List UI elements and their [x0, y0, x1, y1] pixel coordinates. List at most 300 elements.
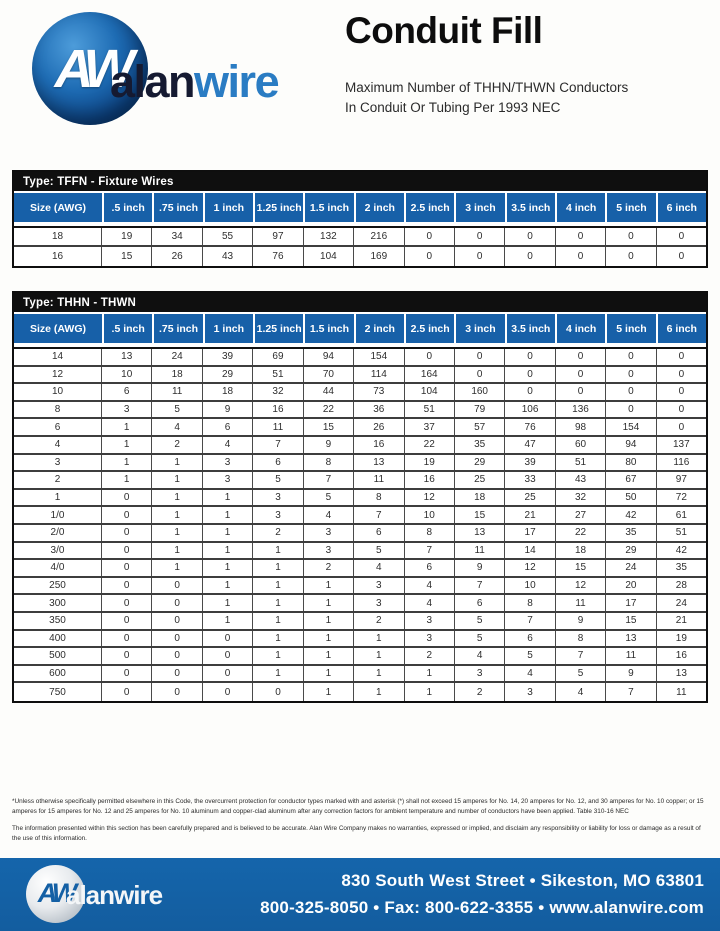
conductor-count-cell: 35: [455, 437, 505, 453]
table-row: [14, 472, 706, 490]
conductor-count-cell: 7: [606, 683, 656, 701]
conductor-count-cell: 1: [304, 666, 354, 682]
conductor-count-cell: 0: [678, 368, 685, 380]
size-awg-cell: 12: [14, 367, 102, 383]
conductor-count-cell: 11: [152, 384, 202, 400]
conductor-count-cell: 98: [556, 419, 606, 435]
conductor-count-cell: 4: [405, 595, 455, 611]
conductor-count-cell: 51: [405, 402, 455, 418]
conductor-count-cell: 21: [675, 615, 687, 627]
conductor-count-cell: 47: [505, 437, 555, 453]
size-awg-cell: 750: [14, 683, 102, 701]
conductor-count-cell: 1: [304, 648, 354, 664]
conductor-count-cell: 15: [455, 507, 505, 523]
conductor-count-cell: 3: [405, 613, 455, 629]
conductor-count-cell: 1: [152, 490, 202, 506]
conductor-count-cell: 3: [203, 455, 253, 471]
conductor-count-cell: 0: [203, 683, 253, 701]
conductor-count-cell: 94: [606, 437, 656, 453]
conductor-count-cell: 0: [678, 231, 685, 242]
conductor-count-cell: 73: [354, 384, 404, 400]
size-awg-cell: 4: [14, 437, 102, 453]
size-awg-cell: 2: [14, 472, 102, 488]
column-header: 2.5 inch: [406, 314, 454, 343]
conductor-count-cell: 0: [505, 349, 555, 365]
column-header: 2.5 inch: [406, 193, 454, 222]
column-header: 6 inch: [658, 193, 706, 222]
conductor-count-cell: 11: [354, 472, 404, 488]
column-header: 1.5 inch: [305, 314, 353, 343]
conductor-count-cell: 1: [203, 595, 253, 611]
conductor-count-cell: 9: [304, 437, 354, 453]
conductor-count-cell: 8: [505, 595, 555, 611]
conductor-count-cell: 1: [253, 595, 303, 611]
conductor-count-cell: 11: [253, 419, 303, 435]
conductor-count-cell: 132: [304, 228, 354, 245]
column-header: 1.25 inch: [255, 193, 303, 222]
conductor-count-cell: 0: [455, 349, 505, 365]
conductor-count-cell: 116: [673, 456, 690, 468]
conductor-count-cell: 7: [354, 507, 404, 523]
column-header: 4 inch: [557, 314, 605, 343]
conductor-count-cell: 17: [606, 595, 656, 611]
conductor-count-cell: 0: [405, 228, 455, 245]
conductor-count-cell: 0: [102, 525, 152, 541]
column-header: 6 inch: [658, 314, 706, 343]
conductor-count-cell: 28: [675, 580, 687, 592]
column-header: 1 inch: [205, 314, 253, 343]
conductor-count-cell: 0: [102, 507, 152, 523]
column-header: 2 inch: [356, 314, 404, 343]
table-row: [14, 349, 706, 367]
conductor-count-cell: 0: [405, 349, 455, 365]
conductor-count-cell: 0: [606, 384, 656, 400]
conductor-count-cell: 18: [455, 490, 505, 506]
conductor-count-cell: 0: [102, 613, 152, 629]
conductor-count-cell: 0: [102, 578, 152, 594]
conductor-count-cell: 1: [253, 648, 303, 664]
conductor-count-cell: 29: [606, 543, 656, 559]
conductor-count-cell: 3: [304, 525, 354, 541]
size-awg-cell: 300: [14, 595, 102, 611]
conductor-count-cell: 5: [304, 490, 354, 506]
conductor-count-cell: 2: [405, 648, 455, 664]
conductor-count-cell: 61: [675, 509, 687, 521]
table-row: [14, 560, 706, 578]
subtitle-line-2: In Conduit Or Tubing Per 1993 NEC: [345, 99, 561, 115]
conductor-count-cell: 216: [354, 228, 404, 245]
conductor-count-cell: 6: [455, 595, 505, 611]
conductor-count-cell: 24: [152, 349, 202, 365]
conductor-count-cell: 169: [354, 247, 404, 266]
conductor-count-cell: 1: [152, 560, 202, 576]
conductor-count-cell: 0: [102, 631, 152, 647]
size-awg-cell: 500: [14, 648, 102, 664]
conductor-count-cell: 5: [556, 666, 606, 682]
company-logo: [32, 10, 322, 135]
conductor-count-cell: 11: [676, 686, 687, 698]
conductor-count-cell: 3: [505, 683, 555, 701]
conductor-count-cell: 2: [304, 560, 354, 576]
conductor-count-cell: 7: [556, 648, 606, 664]
conductor-count-cell: 21: [505, 507, 555, 523]
table-row: [14, 631, 706, 649]
conductor-count-cell: 44: [304, 384, 354, 400]
footer-contact-line: 800-325-8050 • Fax: 800-622-3355 • www.alanwire.com: [260, 898, 704, 918]
conductor-count-cell: 0: [253, 683, 303, 701]
conductor-count-cell: 55: [203, 228, 253, 245]
conductor-count-cell: 1: [304, 631, 354, 647]
conductor-count-cell: 72: [675, 492, 687, 504]
conductor-count-cell: 1: [354, 631, 404, 647]
conductor-count-cell: 3: [253, 507, 303, 523]
conductor-count-cell: 0: [606, 349, 656, 365]
conductor-count-cell: 104: [304, 247, 354, 266]
size-awg-cell: 10: [14, 384, 102, 400]
conductor-count-cell: 7: [455, 578, 505, 594]
conductor-count-cell: 1: [304, 578, 354, 594]
conductor-count-cell: 0: [152, 683, 202, 701]
conductor-count-cell: 5: [354, 543, 404, 559]
conductor-count-cell: 35: [675, 562, 687, 574]
conductor-count-cell: 39: [505, 455, 555, 471]
conductor-count-cell: 3: [455, 666, 505, 682]
table-row: [14, 402, 706, 420]
conductor-count-cell: 1: [253, 578, 303, 594]
conductor-count-cell: 57: [455, 419, 505, 435]
column-header: 1 inch: [205, 193, 253, 222]
column-header: 3.5 inch: [507, 193, 555, 222]
conductor-count-cell: 1: [102, 472, 152, 488]
conductor-count-cell: 0: [203, 648, 253, 664]
conductor-count-cell: 1: [102, 455, 152, 471]
conductor-count-cell: 1: [354, 683, 404, 701]
conductor-count-cell: 0: [556, 247, 606, 266]
table-row: [14, 419, 706, 437]
conductor-count-cell: 0: [102, 543, 152, 559]
conductor-count-cell: 15: [606, 613, 656, 629]
conductor-count-cell: 3: [304, 543, 354, 559]
conductor-count-cell: 4: [203, 437, 253, 453]
table-body: [14, 226, 706, 266]
table-row: [14, 367, 706, 385]
conductor-count-cell: 13: [455, 525, 505, 541]
conductor-count-cell: 1: [354, 666, 404, 682]
conductor-count-cell: 164: [405, 367, 455, 383]
conductor-count-cell: 10: [102, 367, 152, 383]
logo-monogram: AW: [54, 39, 128, 99]
brand-name-blue: wire: [194, 56, 279, 107]
conductor-count-cell: 1: [203, 578, 253, 594]
conductor-count-cell: 22: [405, 437, 455, 453]
table-body: [14, 347, 706, 701]
column-header: 5 inch: [607, 314, 655, 343]
size-awg-cell: 400: [14, 631, 102, 647]
conductor-count-cell: 13: [606, 631, 656, 647]
footer-bar: [0, 858, 720, 931]
column-header: 3.5 inch: [507, 314, 555, 343]
conductor-count-cell: 1: [102, 419, 152, 435]
conductor-count-cell: 0: [556, 349, 606, 365]
table-row: [14, 437, 706, 455]
conductor-count-cell: 3: [102, 402, 152, 418]
conductor-count-cell: 1: [203, 490, 253, 506]
conductor-count-cell: 0: [505, 247, 555, 266]
conductor-count-cell: 22: [304, 402, 354, 418]
conductor-count-cell: 32: [253, 384, 303, 400]
conductor-count-cell: 8: [405, 525, 455, 541]
conductor-count-cell: 3: [203, 472, 253, 488]
column-header: 5 inch: [607, 193, 655, 222]
conductor-count-cell: 3: [253, 490, 303, 506]
conductor-count-cell: 0: [102, 490, 152, 506]
conductor-count-cell: 42: [606, 507, 656, 523]
conductor-count-cell: 1: [304, 683, 354, 701]
conductor-count-cell: 6: [354, 525, 404, 541]
column-header: Size (AWG): [14, 314, 102, 343]
conductor-count-cell: 11: [455, 543, 505, 559]
conductor-count-cell: 0: [606, 228, 656, 245]
conductor-count-cell: 0: [102, 683, 152, 701]
conductor-count-cell: 0: [606, 402, 656, 418]
conductor-count-cell: 0: [505, 384, 555, 400]
conductor-count-cell: 39: [203, 349, 253, 365]
conductor-count-cell: 22: [556, 525, 606, 541]
conductor-count-cell: 79: [455, 402, 505, 418]
conductor-count-cell: 2: [455, 683, 505, 701]
conductor-count-cell: 94: [304, 349, 354, 365]
conductor-count-cell: 25: [505, 490, 555, 506]
footer-brand-name: alanwire: [66, 880, 163, 910]
conductor-count-cell: 25: [455, 472, 505, 488]
footnotes: [12, 797, 706, 851]
conductor-count-cell: 6: [405, 560, 455, 576]
conductor-count-cell: 0: [102, 595, 152, 611]
conductor-count-cell: 16: [405, 472, 455, 488]
conductor-count-cell: 0: [556, 367, 606, 383]
conductor-count-cell: 0: [152, 578, 202, 594]
table-header-row: [14, 193, 706, 222]
conductor-count-cell: 50: [606, 490, 656, 506]
conductor-count-cell: 0: [606, 247, 656, 266]
conductor-count-cell: 33: [505, 472, 555, 488]
conductor-count-cell: 51: [253, 367, 303, 383]
conductor-count-cell: 0: [152, 595, 202, 611]
conductor-count-cell: 42: [675, 544, 687, 556]
table-row: [14, 666, 706, 684]
conductor-count-cell: 0: [203, 631, 253, 647]
conductor-count-cell: 136: [556, 402, 606, 418]
conductor-count-cell: 4: [152, 419, 202, 435]
conductor-count-cell: 12: [505, 560, 555, 576]
footer-address-line: 830 South West Street • Sikeston, MO 63801: [341, 871, 704, 890]
conductor-count-cell: 18: [203, 384, 253, 400]
conductor-count-cell: 7: [505, 613, 555, 629]
conductor-count-cell: 97: [675, 474, 687, 486]
size-awg-cell: 8: [14, 402, 102, 418]
conductor-count-cell: 154: [354, 349, 404, 365]
conductor-count-cell: 0: [405, 247, 455, 266]
conductor-count-cell: 51: [556, 455, 606, 471]
conductor-count-cell: 10: [405, 507, 455, 523]
conductor-count-cell: 3: [405, 631, 455, 647]
conductor-count-cell: 80: [606, 455, 656, 471]
conductor-count-cell: 8: [304, 455, 354, 471]
conductor-count-cell: 114: [354, 367, 404, 383]
table-row: [14, 228, 706, 247]
conductor-count-cell: 0: [152, 666, 202, 682]
table-row: [14, 490, 706, 508]
size-awg-cell: 2/0: [14, 525, 102, 541]
page-subtitle: [345, 78, 705, 117]
conductor-count-cell: 1: [102, 437, 152, 453]
conductor-count-cell: 0: [505, 228, 555, 245]
size-awg-cell: 600: [14, 666, 102, 682]
conductor-count-cell: 3: [354, 595, 404, 611]
conductor-count-cell: 9: [203, 402, 253, 418]
conductor-count-cell: 18: [152, 367, 202, 383]
size-awg-cell: 250: [14, 578, 102, 594]
conductor-count-cell: 7: [405, 543, 455, 559]
conductor-count-cell: 160: [455, 384, 505, 400]
conductor-count-cell: 0: [678, 404, 685, 416]
conductor-count-cell: 67: [606, 472, 656, 488]
conductor-count-cell: 1: [253, 631, 303, 647]
column-header: Size (AWG): [14, 193, 102, 222]
conductor-count-cell: 12: [405, 490, 455, 506]
conductor-count-cell: 154: [606, 419, 656, 435]
conductor-count-cell: 5: [505, 648, 555, 664]
conductor-count-cell: 6: [203, 419, 253, 435]
conductor-count-cell: 15: [102, 247, 152, 266]
column-header: .5 inch: [104, 314, 152, 343]
conductor-count-cell: 4: [455, 648, 505, 664]
table-row: [14, 683, 706, 701]
conductor-count-cell: 1: [203, 560, 253, 576]
conductor-count-cell: 9: [606, 666, 656, 682]
conductor-count-cell: 27: [556, 507, 606, 523]
conductor-count-cell: 5: [152, 402, 202, 418]
conductor-count-cell: 32: [556, 490, 606, 506]
conductor-count-cell: 0: [152, 631, 202, 647]
conductor-count-cell: 1: [253, 666, 303, 682]
conductor-count-cell: 16: [675, 650, 687, 662]
conductor-count-cell: 43: [203, 247, 253, 266]
size-awg-cell: 1/0: [14, 507, 102, 523]
conductor-count-cell: 2: [354, 613, 404, 629]
conductor-count-cell: 9: [556, 613, 606, 629]
conductor-count-cell: 2: [152, 437, 202, 453]
brand-name: [110, 56, 278, 108]
size-awg-cell: 16: [14, 247, 102, 266]
conductor-count-cell: 1: [203, 525, 253, 541]
conductor-count-cell: 5: [455, 613, 505, 629]
conductor-count-cell: 37: [405, 419, 455, 435]
conductor-count-cell: 34: [152, 228, 202, 245]
conductor-count-cell: 1: [152, 507, 202, 523]
conductor-count-cell: 1: [203, 543, 253, 559]
size-awg-cell: 18: [14, 228, 102, 245]
conductor-count-cell: 0: [505, 367, 555, 383]
title-block: [345, 10, 705, 117]
conductor-count-cell: 4: [505, 666, 555, 682]
conductor-count-cell: 11: [606, 648, 656, 664]
conductor-count-cell: 43: [556, 472, 606, 488]
conductor-count-cell: 16: [354, 437, 404, 453]
conductor-count-cell: 97: [253, 228, 303, 245]
conductor-count-cell: 1: [152, 472, 202, 488]
conductor-count-cell: 69: [253, 349, 303, 365]
conductor-count-cell: 6: [253, 455, 303, 471]
size-awg-cell: 6: [14, 419, 102, 435]
conductor-count-cell: 2: [253, 525, 303, 541]
conductor-count-cell: 1: [152, 525, 202, 541]
size-awg-cell: 4/0: [14, 560, 102, 576]
conductor-count-cell: 10: [505, 578, 555, 594]
conductor-count-cell: 76: [253, 247, 303, 266]
column-header: 1.5 inch: [305, 193, 353, 222]
conductor-count-cell: 60: [556, 437, 606, 453]
brand-name-dark: alan: [110, 56, 195, 107]
conductor-count-cell: 15: [304, 419, 354, 435]
conductor-count-cell: 1: [253, 613, 303, 629]
conductor-count-cell: 0: [556, 384, 606, 400]
conductor-count-cell: 0: [102, 648, 152, 664]
conductor-count-cell: 17: [505, 525, 555, 541]
conductor-count-cell: 4: [556, 683, 606, 701]
conductor-count-cell: 6: [505, 631, 555, 647]
page-title: Conduit Fill: [345, 10, 543, 51]
conductor-count-cell: 0: [455, 228, 505, 245]
conductor-count-cell: 3: [354, 578, 404, 594]
conductor-count-cell: 19: [405, 455, 455, 471]
column-header: .75 inch: [154, 193, 202, 222]
conductor-count-cell: 1: [253, 543, 303, 559]
conductor-count-cell: 1: [354, 648, 404, 664]
conductor-count-cell: 1: [203, 613, 253, 629]
size-awg-cell: 3/0: [14, 543, 102, 559]
conductor-count-cell: 6: [102, 384, 152, 400]
conductor-count-cell: 36: [354, 402, 404, 418]
table-row: [14, 543, 706, 561]
subtitle-line-1: Maximum Number of THHN/THWN Conductors: [345, 80, 629, 95]
conductor-count-cell: 5: [253, 472, 303, 488]
conductor-count-cell: 0: [455, 247, 505, 266]
conductor-count-cell: 4: [354, 560, 404, 576]
conductor-count-cell: 18: [556, 543, 606, 559]
column-header: .75 inch: [154, 314, 202, 343]
conductor-count-cell: 0: [102, 560, 152, 576]
conductor-count-cell: 12: [556, 578, 606, 594]
conductor-count-cell: 0: [678, 386, 685, 398]
conductor-count-cell: 0: [455, 367, 505, 383]
column-header: 3 inch: [456, 314, 504, 343]
conductor-count-cell: 0: [678, 251, 685, 262]
conductor-count-cell: 24: [675, 597, 687, 609]
footnote-overcurrent: *Unless otherwise specifically permitted elsewhere in this Code, the overcurrent protection for conductor types marked with and asterisk (*) shall not exceed 15 amperes for No. 14, 20 amperes for No. 12, and 30 amperes for No. 10 copper; or 15 amperes for 15 amperes for No. 12 and 25 amperes for No. 10 aluminum and copper-clad aluminum after any correction factors for ambient temperature and number of conductors have been applied. Table 310-16 NEC: [12, 798, 704, 815]
conductor-count-cell: 1: [152, 455, 202, 471]
conductor-count-cell: 16: [253, 402, 303, 418]
footer-contact-block: [260, 867, 704, 921]
conductor-count-cell: 106: [505, 402, 555, 418]
footer-logo-monogram: AW: [37, 878, 74, 908]
table-row: [14, 648, 706, 666]
conductor-count-cell: 8: [354, 490, 404, 506]
conductor-count-cell: 15: [556, 560, 606, 576]
column-header: 1.25 inch: [255, 314, 303, 343]
conductor-count-cell: 0: [203, 666, 253, 682]
conductor-count-cell: 1: [203, 507, 253, 523]
